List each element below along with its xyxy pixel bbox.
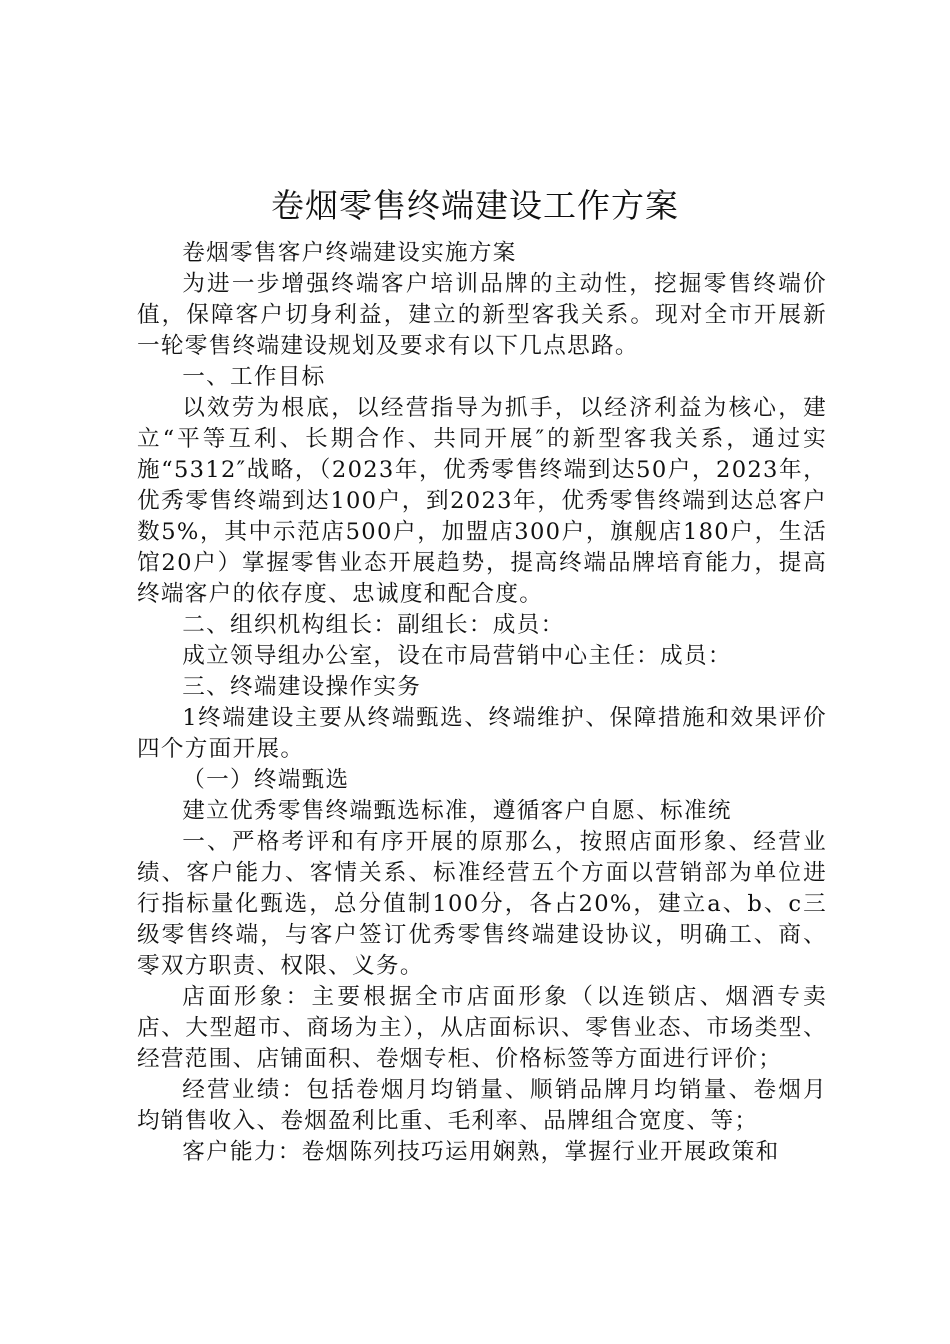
paragraph-operations: 1终端建设主要从终端甄选、终端维护、保障措施和效果评价四个方面开展。	[137, 705, 827, 762]
section-heading-organization: 二、组织机构组长：副组长：成员：	[182, 612, 565, 638]
paragraph-customer-ability: 客户能力：卷烟陈列技巧运用娴熟，掌握行业开展政策和	[182, 1139, 780, 1165]
paragraph-office: 成立领导组办公室，设在市局营销中心主任：成员：	[182, 643, 732, 669]
subsection-heading-selection: （一）终端甄选	[182, 767, 350, 793]
paragraph-intro: 为进一步增强终端客户培训品牌的主动性，挖掘零售终端价值，保障客户切身利益，建立的新型客我关系。现对全市开展新一轮零售终端建设规划及要求有以下几点思路。	[137, 271, 827, 359]
paragraph-selection-principles: 一、严格考评和有序开展的原那么，按照店面形象、经营业绩、客户能力、客情关系、标准经营五个方面以营销部为单位进行指标量化甄选，总分值制100分，各占20%，建立a、b、c三级零售终端，与客户签订优秀零售终端建设协议，明确工、商、零双方职责、权限、义务。	[137, 829, 827, 979]
paragraph-selection-standard: 建立优秀零售终端甄选标准，遵循客户自愿、标准统	[182, 798, 732, 824]
paragraph-business-performance: 经营业绩：包括卷烟月均销量、顺销品牌月均销量、卷烟月均销售收入、卷烟盈利比重、毛利率、品牌组合宽度、等；	[137, 1077, 827, 1134]
section-heading-operations: 三、终端建设操作实务	[182, 674, 422, 700]
document-title: 卷烟零售终端建设工作方案	[271, 186, 679, 225]
paragraph-store-image: 店面形象：主要根据全市店面形象（以连锁店、烟酒专卖店、大型超市、商场为主），从店面标识、零售业态、市场类型、经营范围、店铺面积、卷烟专柜、价格标签等方面进行评价；	[137, 984, 827, 1072]
paragraph-subtitle: 卷烟零售客户终端建设实施方案	[182, 240, 517, 266]
document-body	[137, 238, 827, 1168]
paragraph-goals: 以效劳为根底，以经营指导为抓手，以经济利益为核心，建立“平等互利、长期合作、共同开展″的新型客我关系，通过实施“5312″战略，（2023年，优秀零售终端到达50户，2023年，优秀零售终端到达100户，到2023年，优秀零售终端到达总客户数5%，其中示范店500户，加盟店300户，旗舰店180户，生活馆20户）掌握零售业态开展趋势，提高终端品牌培育能力，提高终端客户的依存度、忠诚度和配合度。	[137, 395, 827, 607]
section-heading-goals: 一、工作目标	[182, 364, 326, 390]
